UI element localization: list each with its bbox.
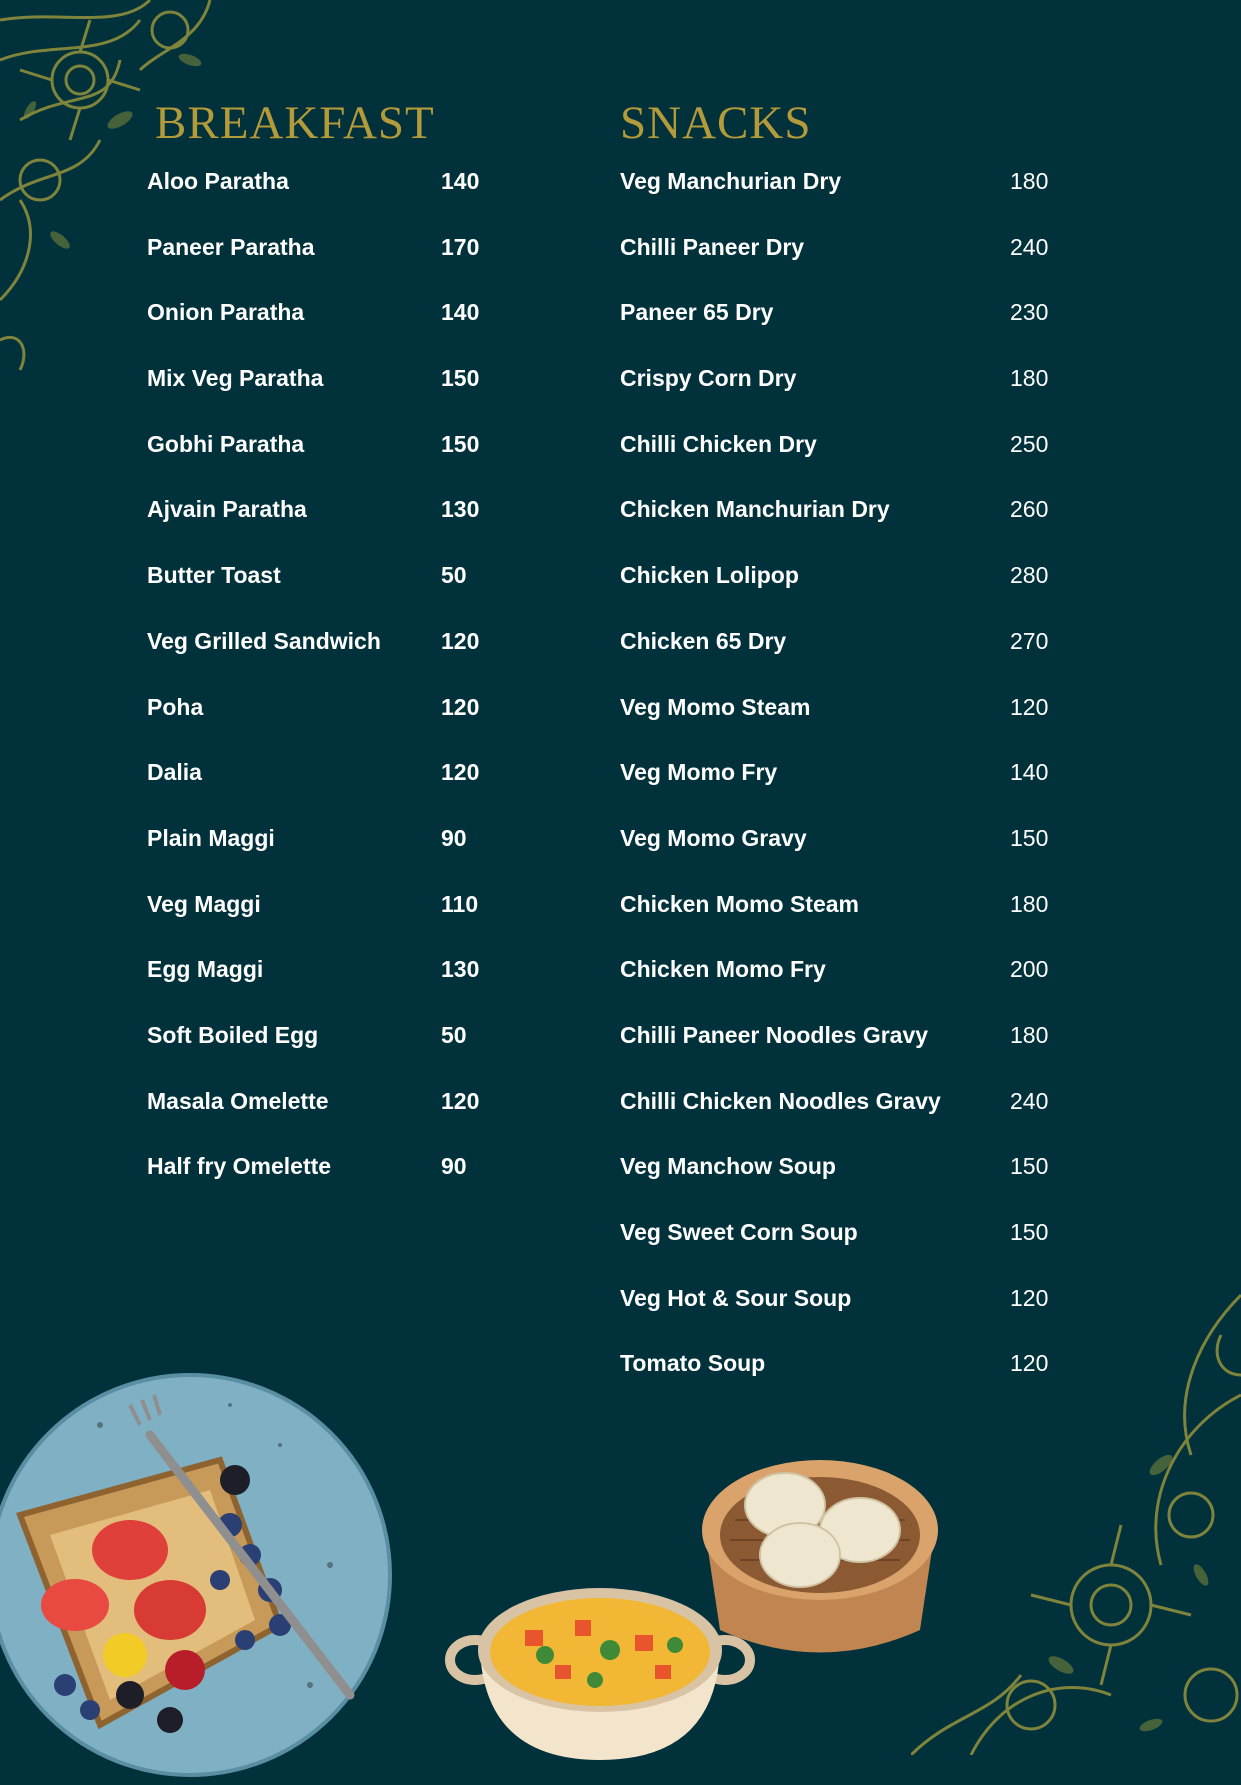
menu-item bbox=[147, 1088, 507, 1154]
item-price: 150 bbox=[1010, 824, 1049, 851]
item-name: Dalia bbox=[147, 759, 202, 786]
item-price: 120 bbox=[441, 627, 480, 654]
item-price: 270 bbox=[1010, 627, 1049, 654]
menu-item bbox=[147, 431, 507, 497]
item-price: 140 bbox=[441, 168, 480, 194]
menu-item bbox=[620, 891, 1050, 957]
item-name: Chilli Chicken Noodles Gravy bbox=[620, 1087, 941, 1114]
menu-item bbox=[620, 759, 1050, 825]
menu-item bbox=[147, 956, 507, 1022]
item-price: 180 bbox=[1010, 168, 1049, 194]
item-name: Chicken Momo Steam bbox=[620, 890, 859, 917]
item-name: Chilli Paneer Noodles Gravy bbox=[620, 1021, 929, 1048]
item-name: Mix Veg Paratha bbox=[147, 365, 324, 392]
item-price: 230 bbox=[1010, 299, 1049, 326]
menu-item bbox=[620, 168, 1050, 234]
item-price: 50 bbox=[441, 1021, 467, 1048]
item-name: Chicken 65 Dry bbox=[620, 627, 787, 654]
item-name: Veg Sweet Corn Soup bbox=[620, 1219, 858, 1245]
menu-item bbox=[147, 168, 507, 234]
item-price: 280 bbox=[1010, 562, 1049, 589]
item-name: Veg Grilled Sandwich bbox=[147, 627, 381, 654]
french-toast-plate-image bbox=[0, 1365, 400, 1785]
breakfast-heading: BREAKFAST bbox=[155, 97, 435, 149]
item-name: Veg Momo Gravy bbox=[620, 824, 807, 851]
item-name: Chilli Chicken Dry bbox=[620, 430, 817, 457]
menu-item bbox=[620, 628, 1050, 694]
item-name: Veg Maggi bbox=[147, 890, 261, 917]
item-price: 150 bbox=[1010, 1219, 1049, 1245]
menu-item bbox=[147, 365, 507, 431]
menu-item bbox=[147, 825, 507, 891]
menu-item bbox=[147, 299, 507, 365]
menu-item bbox=[147, 562, 507, 628]
item-price: 50 bbox=[441, 562, 467, 589]
item-price: 250 bbox=[1010, 430, 1049, 457]
menu-item bbox=[620, 365, 1050, 431]
menu-item bbox=[620, 496, 1050, 562]
item-name: Ajvain Paratha bbox=[147, 496, 307, 523]
item-price: 150 bbox=[1010, 1153, 1049, 1180]
item-price: 90 bbox=[441, 824, 467, 851]
item-name: Plain Maggi bbox=[147, 824, 275, 851]
item-name: Chilli Paneer Dry bbox=[620, 233, 805, 260]
menu-item bbox=[147, 234, 507, 300]
item-name: Chicken Lolipop bbox=[620, 562, 799, 589]
item-price: 120 bbox=[1010, 693, 1049, 720]
item-price: 150 bbox=[441, 430, 480, 457]
item-price: 110 bbox=[441, 890, 479, 917]
menu-item bbox=[620, 1219, 1050, 1285]
item-name: Butter Toast bbox=[147, 562, 281, 589]
item-price: 120 bbox=[441, 1087, 480, 1114]
breakfast-menu-list bbox=[147, 168, 507, 1219]
item-price: 140 bbox=[1010, 759, 1049, 786]
menu-item bbox=[147, 496, 507, 562]
item-name: Masala Omelette bbox=[147, 1087, 329, 1114]
item-price: 170 bbox=[441, 233, 480, 260]
menu-item bbox=[620, 825, 1050, 891]
menu-item bbox=[620, 1153, 1050, 1219]
menu-item bbox=[147, 1022, 507, 1088]
item-price: 120 bbox=[1010, 1284, 1049, 1311]
menu-item bbox=[147, 1153, 507, 1219]
item-price: 180 bbox=[1010, 1021, 1049, 1048]
item-price: 130 bbox=[441, 956, 480, 983]
item-price: 120 bbox=[1010, 1350, 1049, 1377]
menu-item bbox=[620, 562, 1050, 628]
item-name: Poha bbox=[147, 693, 204, 720]
menu-item bbox=[620, 1350, 1050, 1416]
item-name: Veg Manchurian Dry bbox=[620, 168, 842, 194]
menu-item bbox=[620, 1022, 1050, 1088]
item-name: Chicken Momo Fry bbox=[620, 956, 826, 983]
item-name: Paneer Paratha bbox=[147, 233, 315, 260]
item-price: 200 bbox=[1010, 956, 1049, 983]
menu-item bbox=[147, 891, 507, 957]
item-name: Egg Maggi bbox=[147, 956, 264, 983]
item-price: 240 bbox=[1010, 233, 1049, 260]
item-price: 130 bbox=[441, 496, 480, 523]
item-price: 120 bbox=[441, 693, 480, 720]
item-name: Veg Manchow Soup bbox=[620, 1153, 836, 1180]
item-name: Veg Hot & Sour Soup bbox=[620, 1284, 852, 1311]
item-price: 240 bbox=[1010, 1087, 1049, 1114]
item-name: Gobhi Paratha bbox=[147, 430, 305, 457]
menu-item bbox=[147, 628, 507, 694]
item-price: 140 bbox=[441, 299, 480, 326]
item-price: 180 bbox=[1010, 365, 1049, 392]
menu-item bbox=[620, 694, 1050, 760]
menu-item bbox=[620, 234, 1050, 300]
item-name: Chicken Manchurian Dry bbox=[620, 496, 890, 523]
item-name: Soft Boiled Egg bbox=[147, 1021, 319, 1048]
item-price: 150 bbox=[441, 365, 480, 392]
item-name: Onion Paratha bbox=[147, 299, 305, 326]
item-price: 260 bbox=[1010, 496, 1049, 523]
momo-steamer-image bbox=[695, 1440, 945, 1670]
menu-item bbox=[620, 1088, 1050, 1154]
menu-item bbox=[620, 431, 1050, 497]
item-name: Veg Momo Steam bbox=[620, 693, 811, 720]
item-name: Tomato Soup bbox=[620, 1350, 766, 1377]
menu-item bbox=[147, 759, 507, 825]
item-name: Aloo Paratha bbox=[147, 168, 289, 194]
menu-item bbox=[620, 299, 1050, 365]
menu-item bbox=[147, 694, 507, 760]
item-name: Veg Momo Fry bbox=[620, 759, 778, 786]
item-name: Crispy Corn Dry bbox=[620, 365, 797, 392]
item-price: 90 bbox=[441, 1153, 467, 1180]
menu-item bbox=[620, 956, 1050, 1022]
item-price: 120 bbox=[441, 759, 480, 786]
menu-item bbox=[620, 1285, 1050, 1351]
snacks-menu-list bbox=[620, 168, 1050, 1416]
item-name: Paneer 65 Dry bbox=[620, 299, 774, 326]
item-price: 180 bbox=[1010, 890, 1049, 917]
item-name: Half fry Omelette bbox=[147, 1153, 332, 1180]
snacks-heading: SNACKS bbox=[620, 97, 812, 149]
